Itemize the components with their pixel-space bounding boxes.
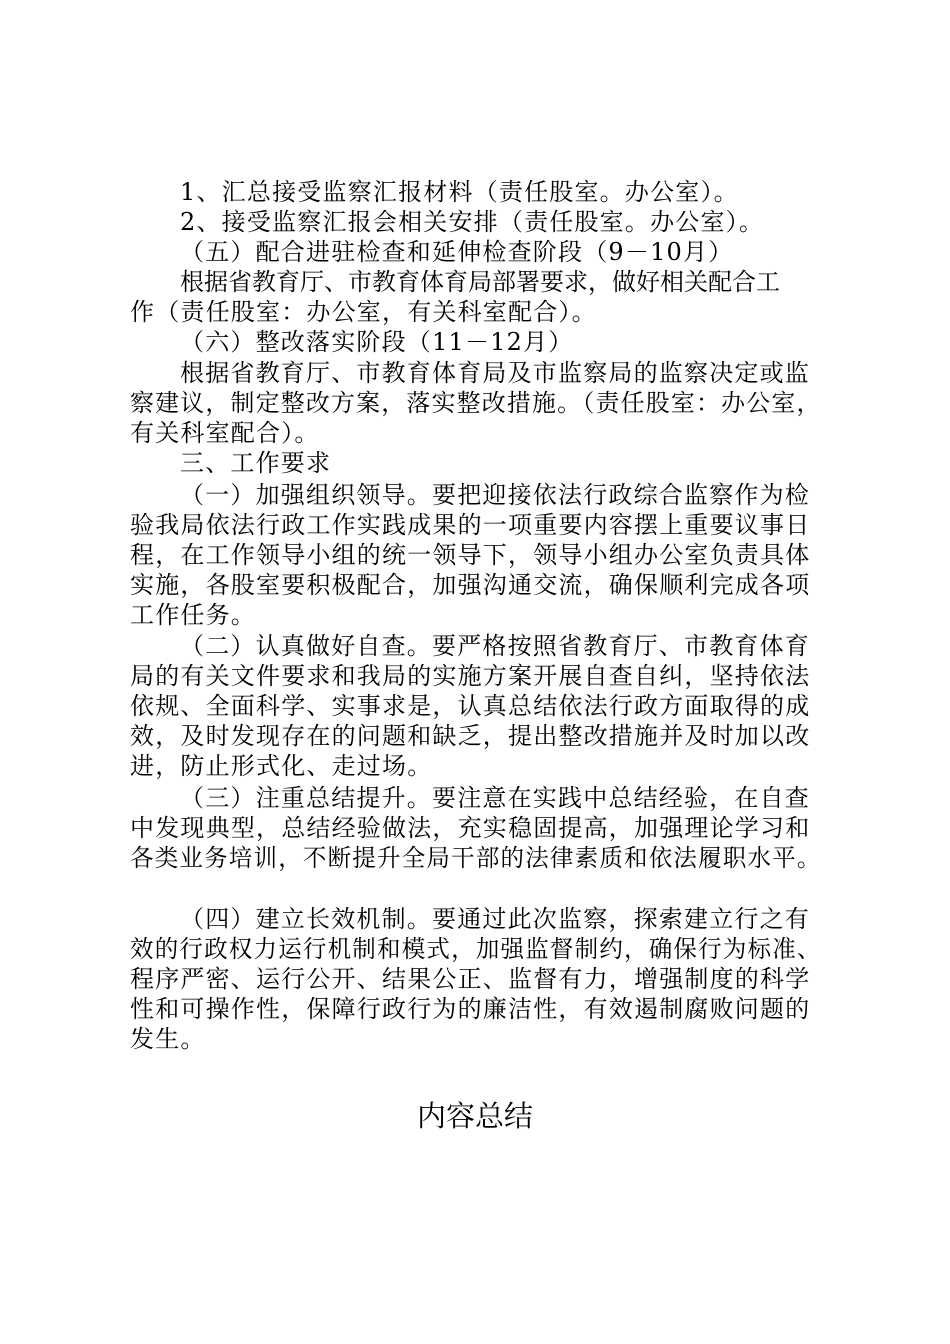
paragraph-line: 性和可操作性，保障行政行为的廉洁性，有效遏制腐败问题的 xyxy=(130,995,811,1023)
paragraph-line: 察建议，制定整改方案，落实整改措施。（责任股室：办公室， xyxy=(130,389,822,417)
paragraph-line: （四）建立长效机制。要通过此次监察，探索建立行之有 xyxy=(180,905,810,933)
paragraph-line: 各类业务培训，不断提升全局干部的法律素质和依法履职水平。 xyxy=(130,844,822,872)
paragraph-line: 效的行政权力运行机制和模式，加强监督制约，确保行为标准、 xyxy=(130,935,822,963)
paragraph-line: 实施，各股室要积极配合，加强沟通交流，确保顺利完成各项 xyxy=(130,571,811,599)
paragraph-line: 根据省教育厅、市教育体育局及市监察局的监察决定或监 xyxy=(180,359,810,387)
paragraph-line: （二）认真做好自查。要严格按照省教育厅、市教育体育 xyxy=(180,632,810,660)
paragraph-line: （三）注重总结提升。要注意在实践中总结经验，在自查 xyxy=(180,784,810,812)
paragraph-line: 程，在工作领导小组的统一领导下，领导小组办公室负责具体 xyxy=(130,541,811,569)
paragraph-line: 工作任务。 xyxy=(130,601,256,629)
paragraph-text: 根据省教育厅、市教育体育局部署要求，做好相关配合工 xyxy=(180,268,780,296)
section-heading-3: 三、工作要求 xyxy=(180,449,332,477)
list-item-1: 1、汇总接受监察汇报材料（责任股室。办公室）。 xyxy=(180,178,739,206)
paragraph-line: 进，防止形式化、走过场。 xyxy=(130,752,433,780)
paragraph-line: 发生。 xyxy=(130,1025,206,1053)
paragraph-line: 中发现典型，总结经验做法，充实稳固提高，加强理论学习和 xyxy=(130,814,811,842)
paragraph-line: 程序严密、运行公开、结果公正、监督有力，增强制度的科学 xyxy=(130,965,811,993)
paragraph-line: 效，及时发现存在的问题和缺乏，提出整改措施并及时加以改 xyxy=(130,722,811,750)
paragraph-line: 局的有关文件要求和我局的实施方案开展自查自纠，坚持依法 xyxy=(130,662,811,690)
summary-title: 内容总结 xyxy=(416,1099,533,1133)
paragraph-line: 作（责任股室：办公室，有关科室配合）。 xyxy=(130,298,597,326)
paragraph-line: 验我局依法行政工作实践成果的一项重要内容摆上重要议事日 xyxy=(130,511,811,539)
section-heading-6: （六）整改落实阶段（11－12月） xyxy=(180,328,574,356)
section-heading-5: （五）配合进驻检查和延伸检查阶段（9－10月） xyxy=(180,238,734,266)
paragraph-line: 有关科室配合）。 xyxy=(130,419,320,447)
paragraph-line: 依规、全面科学、实事求是，认真总结依法行政方面取得的成 xyxy=(130,692,811,720)
list-item-2: 2、接受监察汇报会相关安排（责任股室。办公室）。 xyxy=(180,208,765,236)
paragraph-line: （一）加强组织领导。要把迎接依法行政综合监察作为检 xyxy=(180,481,810,509)
paragraph-line xyxy=(180,268,820,296)
